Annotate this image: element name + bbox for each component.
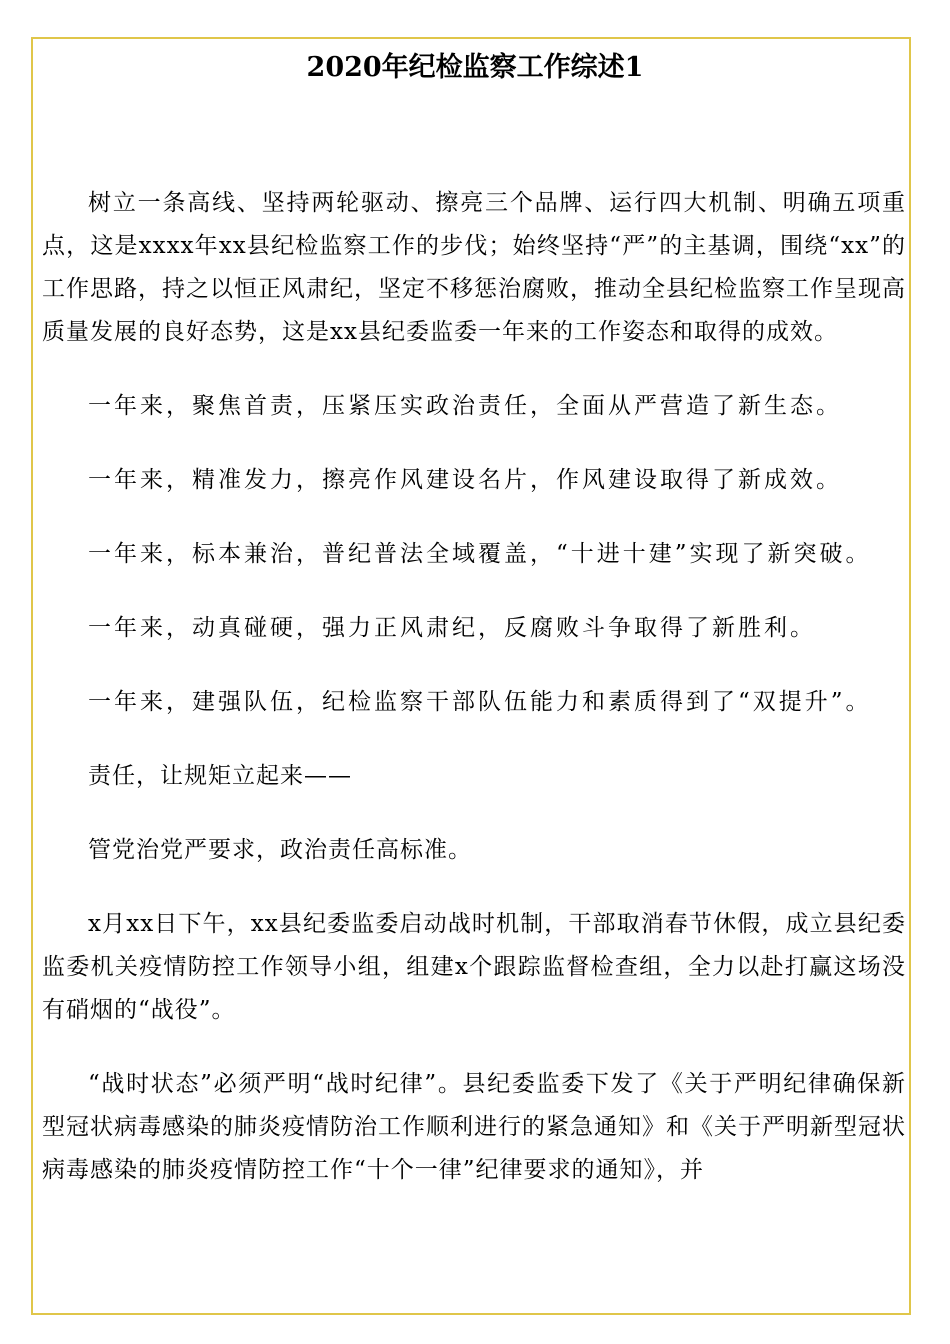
section-subheading: 管党治党严要求，政治责任高标准。 xyxy=(88,837,472,863)
paragraph-wartime-discipline: “战时状态”必须严明“战时纪律”。县纪委监委下发了《关于严明纪律确保新型冠状病毒感染的肺炎疫情防治工作顺利进行的紧急通知》和《关于严明新型冠状病毒感染的肺炎疫情防控工作“十个一律”纪律要求的通知》，并 xyxy=(42,1071,906,1183)
document-body xyxy=(42,182,906,1294)
document-title: 2020年纪检监察工作综述1 xyxy=(306,52,644,83)
paragraph-summary-4: 一年来，动真碰硬，强力正风肃纪，反腐败斗争取得了新胜利。 xyxy=(88,615,816,641)
paragraph-summary-2: 一年来，精准发力，擦亮作风建设名片，作风建设取得了新成效。 xyxy=(88,467,842,493)
paragraph-epidemic-response: x月xx日下午，xx县纪委监委启动战时机制，干部取消春节休假，成立县纪委监委机关疫情防控工作领导小组，组建x个跟踪监督检查组，全力以赴打赢这场没有硝烟的“战役”。 xyxy=(42,911,906,1023)
paragraph-summary-5: 一年来，建强队伍，纪检监察干部队伍能力和素质得到了“双提升”。 xyxy=(88,689,872,715)
paragraph-summary-1: 一年来，聚焦首责，压紧压实政治责任，全面从严营造了新生态。 xyxy=(88,393,842,419)
paragraph-summary-3: 一年来，标本兼治，普纪普法全域覆盖，“十进十建”实现了新突破。 xyxy=(88,541,872,567)
section-heading: 责任，让规矩立起来—— xyxy=(88,763,352,789)
paragraph-intro: 树立一条高线、坚持两轮驱动、擦亮三个品牌、运行四大机制、明确五项重点，这是xxxx年xx县纪检监察工作的步伐；始终坚持“严”的主基调，围绕“xx”的工作思路，持之以恒正风肃纪，坚定不移惩治腐败，推动全县纪检监察工作呈现高质量发展的良好态势，这是xx县纪委监委一年来的工作姿态和取得的成效。 xyxy=(42,190,906,345)
